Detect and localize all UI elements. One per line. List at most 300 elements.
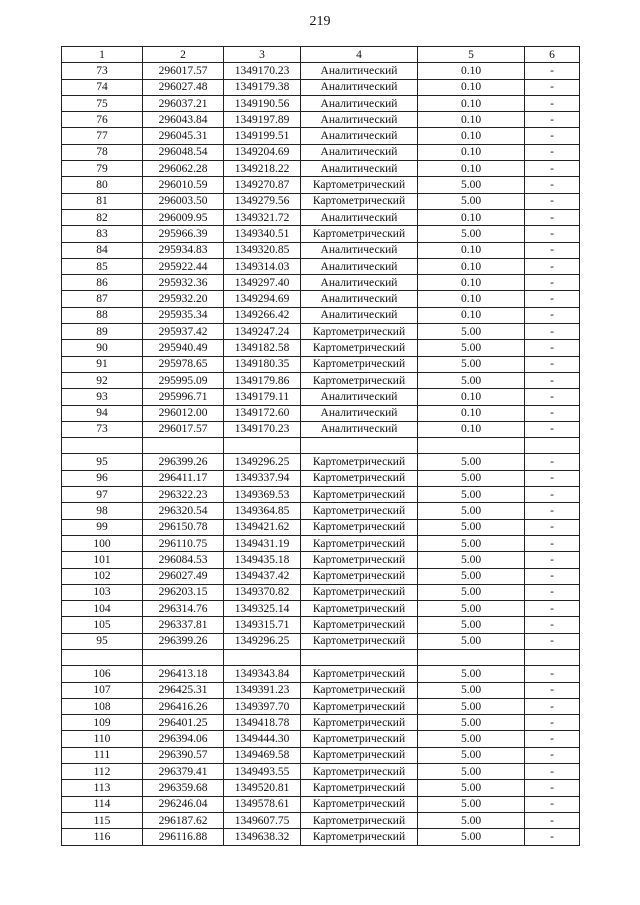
- table-row: [62, 764, 580, 780]
- cell-x: 296012.00: [143, 405, 224, 421]
- cell-y: 1349315.71: [224, 617, 301, 633]
- cell-y: 1349190.56: [224, 95, 301, 111]
- cell-description: -: [525, 633, 580, 649]
- table-body: [62, 63, 580, 845]
- page-number: 219: [309, 14, 331, 29]
- cell-description: -: [525, 470, 580, 486]
- cell-point-number: 76: [62, 112, 143, 128]
- cell-method: Аналитический: [301, 209, 418, 225]
- table-row: [62, 209, 580, 225]
- cell-y: 1349337.94: [224, 470, 301, 486]
- cell-method: Картометрический: [301, 454, 418, 470]
- cell-x: 296425.31: [143, 682, 224, 698]
- cell-x: 296062.28: [143, 161, 224, 177]
- cell-accuracy: 0.10: [418, 242, 525, 258]
- table-row: [62, 731, 580, 747]
- cell-y: 1349182.58: [224, 340, 301, 356]
- cell-accuracy: 5.00: [418, 715, 525, 731]
- table-row: [62, 128, 580, 144]
- cell-description: -: [525, 112, 580, 128]
- cell-method: Картометрический: [301, 780, 418, 796]
- cell-method: Картометрический: [301, 601, 418, 617]
- cell-point-number: 75: [62, 95, 143, 111]
- cell-method: Аналитический: [301, 307, 418, 323]
- cell-accuracy: 0.10: [418, 405, 525, 421]
- cell-point-number: 85: [62, 258, 143, 274]
- cell-point-number: 113: [62, 780, 143, 796]
- cell-accuracy: 5.00: [418, 829, 525, 845]
- cell-accuracy: 5.00: [418, 193, 525, 209]
- empty-cell: [525, 649, 580, 665]
- cell-x: 296084.53: [143, 552, 224, 568]
- table-row: [62, 161, 580, 177]
- cell-point-number: 92: [62, 372, 143, 388]
- cell-x: 296416.26: [143, 698, 224, 714]
- cell-method: Картометрический: [301, 503, 418, 519]
- cell-method: Аналитический: [301, 242, 418, 258]
- cell-method: Аналитический: [301, 161, 418, 177]
- cell-point-number: 104: [62, 601, 143, 617]
- cell-y: 1349370.82: [224, 584, 301, 600]
- table-row: [62, 95, 580, 111]
- cell-x: 296394.06: [143, 731, 224, 747]
- cell-accuracy: 0.10: [418, 128, 525, 144]
- cell-method: Картометрический: [301, 682, 418, 698]
- cell-x: 296379.41: [143, 764, 224, 780]
- cell-description: -: [525, 177, 580, 193]
- cell-description: -: [525, 503, 580, 519]
- table-row: [62, 421, 580, 437]
- cell-y: 1349296.25: [224, 633, 301, 649]
- cell-x: 296187.62: [143, 812, 224, 828]
- table-row: [62, 535, 580, 551]
- cell-y: 1349418.78: [224, 715, 301, 731]
- cell-point-number: 99: [62, 519, 143, 535]
- cell-point-number: 86: [62, 275, 143, 291]
- cell-x: 295937.42: [143, 324, 224, 340]
- cell-x: 295940.49: [143, 340, 224, 356]
- empty-cell: [418, 438, 525, 454]
- cell-accuracy: 5.00: [418, 584, 525, 600]
- cell-y: 1349578.61: [224, 796, 301, 812]
- cell-description: -: [525, 258, 580, 274]
- cell-method: Аналитический: [301, 79, 418, 95]
- cell-accuracy: 0.10: [418, 307, 525, 323]
- cell-point-number: 102: [62, 568, 143, 584]
- cell-method: Картометрический: [301, 584, 418, 600]
- table-row: [62, 226, 580, 242]
- cell-method: Картометрический: [301, 324, 418, 340]
- cell-point-number: 109: [62, 715, 143, 731]
- cell-y: 1349520.81: [224, 780, 301, 796]
- table-row: [62, 812, 580, 828]
- cell-x: 296003.50: [143, 193, 224, 209]
- cell-point-number: 111: [62, 747, 143, 763]
- cell-y: 1349607.75: [224, 812, 301, 828]
- cell-point-number: 78: [62, 144, 143, 160]
- cell-y: 1349435.18: [224, 552, 301, 568]
- cell-y: 1349364.85: [224, 503, 301, 519]
- cell-y: 1349444.30: [224, 731, 301, 747]
- header-cell-y: 3: [224, 47, 301, 63]
- table-row: [62, 356, 580, 372]
- cell-method: Картометрический: [301, 617, 418, 633]
- table-row: [62, 487, 580, 503]
- cell-description: -: [525, 519, 580, 535]
- table-row: [62, 568, 580, 584]
- cell-x: 295932.36: [143, 275, 224, 291]
- table-row: [62, 291, 580, 307]
- cell-point-number: 112: [62, 764, 143, 780]
- cell-accuracy: 5.00: [418, 356, 525, 372]
- cell-x: 296359.68: [143, 780, 224, 796]
- cell-description: -: [525, 698, 580, 714]
- table-row: [62, 519, 580, 535]
- cell-method: Картометрический: [301, 193, 418, 209]
- table-row: [62, 666, 580, 682]
- cell-accuracy: 0.10: [418, 112, 525, 128]
- cell-accuracy: 5.00: [418, 812, 525, 828]
- cell-x: 296322.23: [143, 487, 224, 503]
- cell-y: 1349199.51: [224, 128, 301, 144]
- cell-description: -: [525, 144, 580, 160]
- cell-y: 1349170.23: [224, 421, 301, 437]
- cell-description: -: [525, 487, 580, 503]
- cell-method: Аналитический: [301, 291, 418, 307]
- cell-point-number: 81: [62, 193, 143, 209]
- cell-x: 296203.15: [143, 584, 224, 600]
- cell-method: Картометрический: [301, 829, 418, 845]
- cell-point-number: 97: [62, 487, 143, 503]
- empty-cell: [224, 438, 301, 454]
- header-cell-description: 6: [525, 47, 580, 63]
- cell-y: 1349437.42: [224, 568, 301, 584]
- table-row: [62, 584, 580, 600]
- cell-point-number: 115: [62, 812, 143, 828]
- cell-x: 296399.26: [143, 454, 224, 470]
- cell-method: Аналитический: [301, 95, 418, 111]
- cell-point-number: 100: [62, 535, 143, 551]
- cell-point-number: 80: [62, 177, 143, 193]
- table-row: [62, 715, 580, 731]
- cell-point-number: 79: [62, 161, 143, 177]
- cell-method: Картометрический: [301, 731, 418, 747]
- cell-accuracy: 0.10: [418, 79, 525, 95]
- cell-point-number: 116: [62, 829, 143, 845]
- cell-point-number: 74: [62, 79, 143, 95]
- cell-point-number: 73: [62, 421, 143, 437]
- cell-accuracy: 5.00: [418, 666, 525, 682]
- cell-description: -: [525, 405, 580, 421]
- cell-y: 1349179.38: [224, 79, 301, 95]
- cell-x: 296045.31: [143, 128, 224, 144]
- cell-point-number: 83: [62, 226, 143, 242]
- cell-y: 1349391.23: [224, 682, 301, 698]
- cell-y: 1349197.89: [224, 112, 301, 128]
- cell-x: 296037.21: [143, 95, 224, 111]
- cell-x: 295932.20: [143, 291, 224, 307]
- cell-accuracy: 0.10: [418, 291, 525, 307]
- table-row: [62, 454, 580, 470]
- cell-description: -: [525, 764, 580, 780]
- cell-description: -: [525, 780, 580, 796]
- cell-method: Картометрический: [301, 470, 418, 486]
- cell-x: 295935.34: [143, 307, 224, 323]
- cell-method: Картометрический: [301, 340, 418, 356]
- table-row: [62, 780, 580, 796]
- cell-method: Аналитический: [301, 389, 418, 405]
- cell-accuracy: 5.00: [418, 731, 525, 747]
- empty-cell: [301, 649, 418, 665]
- cell-accuracy: 5.00: [418, 682, 525, 698]
- cell-description: -: [525, 829, 580, 845]
- table-row: [62, 242, 580, 258]
- cell-accuracy: 5.00: [418, 503, 525, 519]
- cell-y: 1349180.35: [224, 356, 301, 372]
- table-row: [62, 405, 580, 421]
- separator-row: [62, 438, 580, 454]
- empty-cell: [62, 438, 143, 454]
- cell-y: 1349179.86: [224, 372, 301, 388]
- cell-y: 1349469.58: [224, 747, 301, 763]
- cell-x: 295978.65: [143, 356, 224, 372]
- table-row: [62, 193, 580, 209]
- cell-point-number: 95: [62, 633, 143, 649]
- header-cell-method: 4: [301, 47, 418, 63]
- cell-accuracy: 5.00: [418, 226, 525, 242]
- cell-accuracy: 0.10: [418, 95, 525, 111]
- cell-x: 296390.57: [143, 747, 224, 763]
- cell-point-number: 105: [62, 617, 143, 633]
- cell-x: 296017.57: [143, 63, 224, 79]
- cell-point-number: 87: [62, 291, 143, 307]
- cell-point-number: 98: [62, 503, 143, 519]
- cell-x: 296110.75: [143, 535, 224, 551]
- cell-point-number: 93: [62, 389, 143, 405]
- cell-y: 1349179.11: [224, 389, 301, 405]
- cell-description: -: [525, 421, 580, 437]
- cell-accuracy: 0.10: [418, 258, 525, 274]
- cell-description: -: [525, 454, 580, 470]
- cell-method: Картометрический: [301, 666, 418, 682]
- cell-method: Аналитический: [301, 405, 418, 421]
- cell-description: -: [525, 291, 580, 307]
- cell-y: 1349279.56: [224, 193, 301, 209]
- cell-method: Картометрический: [301, 535, 418, 551]
- cell-y: 1349270.87: [224, 177, 301, 193]
- cell-y: 1349340.51: [224, 226, 301, 242]
- cell-y: 1349397.70: [224, 698, 301, 714]
- cell-point-number: 88: [62, 307, 143, 323]
- cell-point-number: 90: [62, 340, 143, 356]
- cell-accuracy: 5.00: [418, 747, 525, 763]
- cell-description: -: [525, 209, 580, 225]
- cell-y: 1349170.23: [224, 63, 301, 79]
- table-row: [62, 275, 580, 291]
- cell-x: 296320.54: [143, 503, 224, 519]
- cell-accuracy: 0.10: [418, 389, 525, 405]
- table-row: [62, 796, 580, 812]
- table-row: [62, 829, 580, 845]
- cell-y: 1349296.25: [224, 454, 301, 470]
- cell-description: -: [525, 552, 580, 568]
- table-row: [62, 552, 580, 568]
- table-row: [62, 617, 580, 633]
- cell-y: 1349172.60: [224, 405, 301, 421]
- cell-point-number: 110: [62, 731, 143, 747]
- table-row: [62, 177, 580, 193]
- cell-x: 296043.84: [143, 112, 224, 128]
- cell-description: -: [525, 161, 580, 177]
- cell-y: 1349320.85: [224, 242, 301, 258]
- cell-accuracy: 5.00: [418, 633, 525, 649]
- cell-accuracy: 5.00: [418, 340, 525, 356]
- cell-accuracy: 0.10: [418, 209, 525, 225]
- cell-description: -: [525, 812, 580, 828]
- table-row: [62, 503, 580, 519]
- cell-description: -: [525, 242, 580, 258]
- cell-method: Картометрический: [301, 552, 418, 568]
- empty-cell: [418, 649, 525, 665]
- cell-y: 1349266.42: [224, 307, 301, 323]
- cell-point-number: 103: [62, 584, 143, 600]
- cell-x: 296150.78: [143, 519, 224, 535]
- cell-method: Аналитический: [301, 275, 418, 291]
- cell-x: 296027.49: [143, 568, 224, 584]
- cell-x: 296010.59: [143, 177, 224, 193]
- table-row: [62, 112, 580, 128]
- cell-description: -: [525, 307, 580, 323]
- cell-method: Картометрический: [301, 177, 418, 193]
- header-cell-point-number: 1: [62, 47, 143, 63]
- cell-y: 1349297.40: [224, 275, 301, 291]
- cell-accuracy: 5.00: [418, 470, 525, 486]
- cell-description: -: [525, 731, 580, 747]
- cell-description: -: [525, 63, 580, 79]
- cell-method: Аналитический: [301, 144, 418, 160]
- cell-method: Картометрический: [301, 698, 418, 714]
- cell-point-number: 84: [62, 242, 143, 258]
- cell-method: Картометрический: [301, 372, 418, 388]
- cell-accuracy: 5.00: [418, 177, 525, 193]
- cell-point-number: 114: [62, 796, 143, 812]
- cell-method: Картометрический: [301, 633, 418, 649]
- cell-method: Картометрический: [301, 747, 418, 763]
- cell-description: -: [525, 340, 580, 356]
- cell-point-number: 94: [62, 405, 143, 421]
- cell-description: -: [525, 747, 580, 763]
- cell-method: Аналитический: [301, 112, 418, 128]
- cell-description: -: [525, 389, 580, 405]
- cell-y: 1349638.32: [224, 829, 301, 845]
- table-row: [62, 258, 580, 274]
- cell-x: 296399.26: [143, 633, 224, 649]
- cell-method: Картометрический: [301, 764, 418, 780]
- empty-cell: [62, 649, 143, 665]
- cell-description: -: [525, 79, 580, 95]
- cell-method: Аналитический: [301, 258, 418, 274]
- cell-x: 295934.83: [143, 242, 224, 258]
- cell-accuracy: 0.10: [418, 161, 525, 177]
- cell-accuracy: 0.10: [418, 275, 525, 291]
- table-row: [62, 372, 580, 388]
- cell-accuracy: 5.00: [418, 796, 525, 812]
- empty-cell: [301, 438, 418, 454]
- cell-accuracy: 5.00: [418, 487, 525, 503]
- cell-point-number: 77: [62, 128, 143, 144]
- header-row: [62, 47, 580, 63]
- table-row: [62, 601, 580, 617]
- table-row: [62, 340, 580, 356]
- cell-description: -: [525, 584, 580, 600]
- cell-x: 296413.18: [143, 666, 224, 682]
- cell-x: 296116.88: [143, 829, 224, 845]
- cell-x: 296048.54: [143, 144, 224, 160]
- cell-y: 1349218.22: [224, 161, 301, 177]
- cell-y: 1349321.72: [224, 209, 301, 225]
- cell-accuracy: 5.00: [418, 764, 525, 780]
- cell-accuracy: 5.00: [418, 535, 525, 551]
- cell-method: Картометрический: [301, 715, 418, 731]
- cell-x: 295966.39: [143, 226, 224, 242]
- cell-description: -: [525, 601, 580, 617]
- cell-x: 295996.71: [143, 389, 224, 405]
- table-row: [62, 324, 580, 340]
- cell-accuracy: 0.10: [418, 63, 525, 79]
- cell-description: -: [525, 535, 580, 551]
- empty-cell: [525, 438, 580, 454]
- cell-y: 1349294.69: [224, 291, 301, 307]
- cell-point-number: 96: [62, 470, 143, 486]
- cell-x: 296027.48: [143, 79, 224, 95]
- cell-accuracy: 5.00: [418, 698, 525, 714]
- cell-point-number: 101: [62, 552, 143, 568]
- cell-point-number: 108: [62, 698, 143, 714]
- coordinates-table: [61, 46, 580, 846]
- cell-x: 296246.04: [143, 796, 224, 812]
- cell-x: 295922.44: [143, 258, 224, 274]
- table-row: [62, 144, 580, 160]
- cell-accuracy: 5.00: [418, 601, 525, 617]
- cell-description: -: [525, 226, 580, 242]
- cell-accuracy: 5.00: [418, 552, 525, 568]
- cell-y: 1349247.24: [224, 324, 301, 340]
- cell-description: -: [525, 682, 580, 698]
- cell-method: Аналитический: [301, 128, 418, 144]
- cell-point-number: 89: [62, 324, 143, 340]
- cell-accuracy: 5.00: [418, 454, 525, 470]
- table-row: [62, 747, 580, 763]
- cell-description: -: [525, 95, 580, 111]
- table-row: [62, 633, 580, 649]
- cell-description: -: [525, 568, 580, 584]
- cell-y: 1349343.84: [224, 666, 301, 682]
- cell-point-number: 95: [62, 454, 143, 470]
- table-row: [62, 307, 580, 323]
- cell-x: 296337.81: [143, 617, 224, 633]
- empty-cell: [224, 649, 301, 665]
- cell-y: 1349431.19: [224, 535, 301, 551]
- cell-method: Картометрический: [301, 519, 418, 535]
- cell-accuracy: 5.00: [418, 617, 525, 633]
- table-row: [62, 79, 580, 95]
- cell-x: 296017.57: [143, 421, 224, 437]
- cell-accuracy: 0.10: [418, 421, 525, 437]
- cell-description: -: [525, 324, 580, 340]
- table-row: [62, 470, 580, 486]
- cell-method: Картометрический: [301, 226, 418, 242]
- cell-method: Аналитический: [301, 421, 418, 437]
